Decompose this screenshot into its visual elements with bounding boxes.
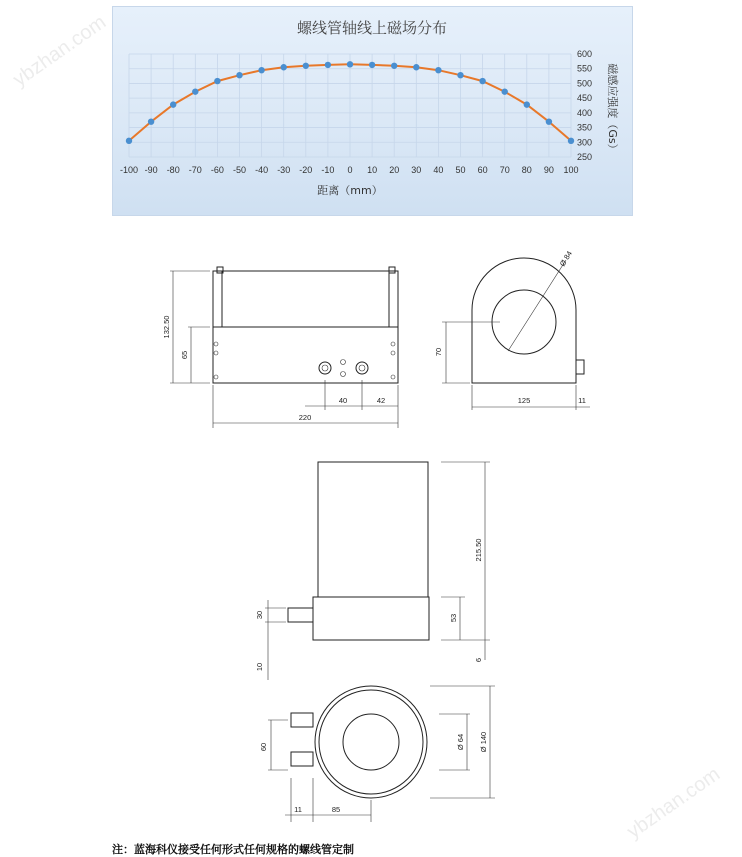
x-tick-label: -100	[119, 165, 139, 175]
data-point	[479, 78, 485, 84]
y-tick-labels	[577, 49, 592, 162]
data-point	[281, 64, 287, 70]
data-point	[325, 62, 331, 68]
x-tick-label: 50	[455, 165, 466, 175]
dim-elev-bottom: 10	[255, 662, 264, 672]
data-point	[568, 138, 574, 144]
dim-elev-height: 215.50	[474, 538, 483, 562]
y-tick-label: 600	[577, 49, 593, 59]
dim-diameter: Ø 84	[557, 249, 575, 268]
dim-side-depth: 125	[517, 396, 531, 405]
x-tick-label: -10	[321, 165, 335, 175]
y-tick-label: 300	[577, 137, 593, 148]
data-point	[303, 63, 309, 69]
x-tick-label: 10	[367, 165, 378, 175]
data-point	[148, 118, 154, 124]
x-tick-label: -70	[188, 165, 202, 175]
technical-drawings	[0, 230, 742, 830]
x-tick-label: -40	[255, 165, 269, 175]
dim-top-bracket: 60	[259, 742, 268, 752]
x-tick-label: 70	[499, 165, 510, 175]
dim-side-tab: 11	[578, 396, 586, 405]
y-axis-label: 磁感应强度（Gs）	[606, 63, 619, 155]
data-point	[391, 63, 397, 69]
x-tick-label: 40	[433, 165, 444, 175]
dim-top-offset: 85	[331, 805, 341, 814]
dim-height-total: 132.50	[162, 315, 171, 339]
data-point	[126, 138, 132, 144]
elevation-drawing	[255, 462, 490, 680]
x-tick-label: 60	[477, 165, 488, 175]
dim-width: 220	[298, 413, 312, 422]
data-point	[524, 101, 530, 107]
side-view-drawing	[434, 249, 590, 410]
dim-side-height: 70	[434, 347, 443, 357]
dim-elev-foot: 6	[474, 657, 483, 663]
dim-top-inner: Ø 64	[456, 733, 465, 751]
data-point	[236, 72, 242, 78]
data-point	[502, 88, 508, 94]
dim-spacing-b: 42	[376, 396, 386, 405]
y-tick-label: 350	[577, 122, 593, 133]
watermark: ybzhan.com	[623, 763, 725, 844]
chart-title: 螺线管轴线上磁场分布	[296, 19, 448, 37]
data-point	[214, 78, 220, 84]
dim-spacing-a: 40	[338, 396, 348, 405]
data-point	[546, 118, 552, 124]
x-tick-label: 0	[347, 165, 353, 175]
x-tick-label: 100	[563, 165, 579, 175]
grid	[129, 54, 571, 157]
y-tick-label: 400	[577, 107, 593, 118]
y-tick-label: 250	[577, 152, 593, 162]
x-tick-label: 20	[389, 165, 400, 175]
dim-height-box: 65	[180, 350, 189, 360]
field-distribution-chart	[113, 7, 632, 215]
x-tick-label: -20	[299, 165, 313, 175]
dim-elev-base: 53	[449, 613, 458, 623]
front-view-drawing	[162, 267, 398, 428]
y-tick-label: 550	[577, 63, 593, 74]
watermark: ybzhan.com	[9, 11, 111, 92]
data-point	[192, 88, 198, 94]
dim-top-tab: 11	[294, 805, 302, 814]
x-axis-label: 距离（mm）	[317, 184, 383, 197]
data-point	[457, 72, 463, 78]
x-tick-label: -80	[166, 165, 180, 175]
dim-elev-connector: 30	[255, 610, 264, 620]
dim-top-outer: Ø 140	[479, 731, 488, 753]
x-tick-label: 30	[411, 165, 422, 175]
data-point	[170, 101, 176, 107]
data-point	[258, 67, 264, 73]
x-tick-label: -60	[210, 165, 224, 175]
x-tick-labels	[120, 165, 579, 175]
y-tick-label: 450	[577, 93, 593, 104]
chart-panel	[112, 6, 633, 216]
x-tick-label: -90	[144, 165, 158, 175]
data-point	[369, 62, 375, 68]
data-point	[347, 61, 353, 67]
x-tick-label: 90	[543, 165, 554, 175]
x-tick-label: 80	[521, 165, 532, 175]
x-tick-label: -30	[277, 165, 291, 175]
data-point	[413, 64, 419, 70]
data-point	[435, 67, 441, 73]
top-view-drawing	[259, 686, 495, 822]
y-tick-label: 500	[577, 78, 593, 89]
customization-note: 注：蓝海科仪接受任何形式任何规格的螺线管定制	[112, 843, 354, 856]
x-tick-label: -50	[232, 165, 247, 175]
